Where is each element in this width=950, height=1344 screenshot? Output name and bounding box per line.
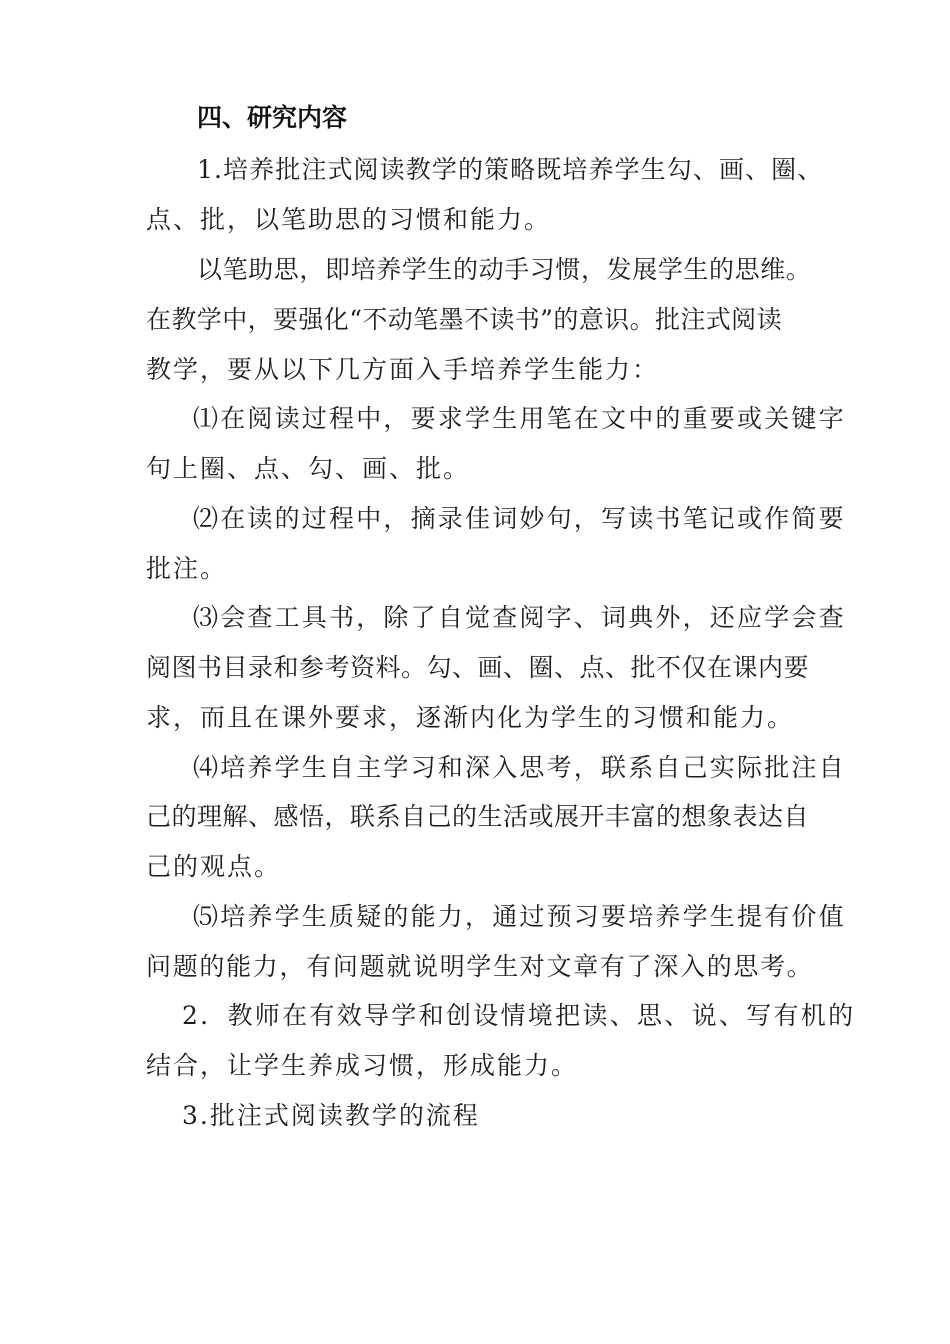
- text-line: ⑴在阅读过程中，要求学生用笔在文中的重要或关键字: [193, 404, 846, 433]
- text-line: 批注。: [146, 554, 228, 583]
- text-line: ⑵在读的过程中，摘录佳词妙句，写读书笔记或作简要: [193, 504, 846, 533]
- text-line: 己的理解、感悟，联系自己的生活或展开丰富的想象表达自: [146, 802, 810, 831]
- text-line: ⑶会查工具书，除了自觉查阅字、词典外，还应学会查: [193, 603, 846, 632]
- text-line: 2．教师在有效导学和创设情境把读、思、说、写有机的: [182, 1001, 856, 1030]
- text-line: 3.批注式阅读教学的流程: [182, 1101, 480, 1130]
- text-line: 句上圈、点、勾、画、批。: [146, 454, 471, 483]
- text-line: ⑸培养学生质疑的能力，通过预习要培养学生提有价值: [193, 902, 846, 931]
- text-line: ⑷培养学生自主学习和深入思考，联系自己实际批注自: [193, 753, 846, 782]
- text-line: 1.培养批注式阅读教学的策略既培养学生勾、画、圈、: [197, 155, 824, 184]
- text-line: 结合，让学生养成习惯，形成能力。: [146, 1051, 579, 1080]
- text-line: 己的观点。: [146, 852, 282, 881]
- text-line: 求，而且在课外要求，逐渐内化为学生的习惯和能力。: [146, 703, 795, 732]
- text-line: 问题的能力，有问题就说明学生对文章有了深入的思考。: [146, 952, 814, 981]
- text-line: 在教学中，要强化“不动笔墨不读书”的意识。批注式阅读: [146, 305, 782, 334]
- text-line: 以笔助思，即培养学生的动手习惯，发展学生的思维。: [197, 255, 812, 284]
- text-line: 教学，要从以下几方面入手培养学生能力：: [146, 355, 660, 384]
- text-line: 阅图书目录和参考资料。勾、画、圈、点、批不仅在课内要: [146, 653, 810, 682]
- text-line: 点、批，以笔助思的习惯和能力。: [146, 205, 552, 234]
- section-heading: 四、研究内容: [197, 103, 348, 132]
